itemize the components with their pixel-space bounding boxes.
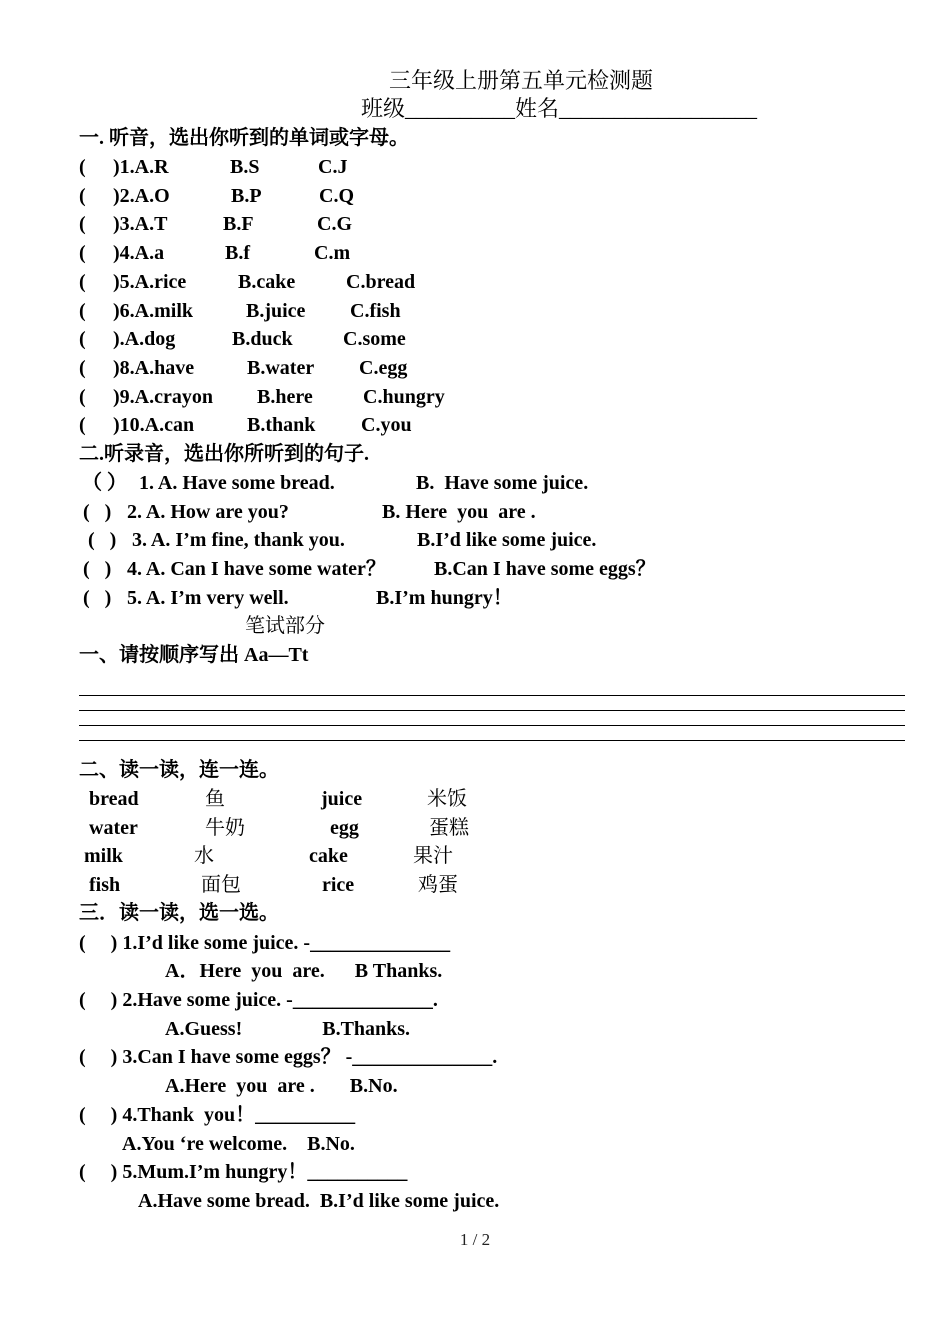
list-item: B.juice — [246, 300, 306, 322]
list-item: C.some — [343, 328, 406, 350]
list-item: ( — [79, 185, 86, 207]
list-item: ( — [79, 414, 86, 436]
list-item: C.bread — [346, 271, 416, 293]
match-chinese-word: 蛋糕 — [429, 817, 469, 839]
list-item: B.f — [225, 242, 250, 264]
match-chinese-word: 米饭 — [427, 788, 467, 810]
list-item: C.J — [318, 156, 348, 178]
question-line: ( ) 5.Mum.I’m hungry！__________ — [79, 1161, 408, 1183]
list-item: B. Here you are . — [382, 501, 536, 523]
page-title: 三年级上册第五单元检测题 — [389, 68, 654, 93]
list-item: ( — [79, 242, 86, 264]
match-english-word: egg — [330, 817, 359, 839]
match-chinese-word: 牛奶 — [205, 817, 245, 839]
list-item: ( — [79, 300, 86, 322]
question-line: ( ) 3.Can I have some eggs？ -______________. — [79, 1046, 498, 1068]
written-heading: 笔试部分 — [245, 615, 325, 637]
list-item: )3.A.T — [113, 213, 168, 235]
writing-line — [79, 710, 905, 711]
writing-line — [79, 740, 905, 741]
list-item: ( ) — [83, 501, 112, 523]
answer-options: A.Here you are . B.No. — [165, 1075, 398, 1097]
list-item: B.water — [247, 357, 315, 379]
answer-options: A.Have some bread. B.I’d like some juice. — [138, 1190, 500, 1212]
list-item: （ ） — [82, 472, 127, 494]
section-heading-listening-1: 一. 听音，选出你听到的单词或字母。 — [79, 127, 409, 149]
list-item: C.hungry — [363, 386, 445, 408]
list-item: )9.A.crayon — [113, 386, 213, 408]
list-item: )6.A.milk — [113, 300, 193, 322]
writing-line — [79, 725, 905, 726]
section-heading-listening-2: 二.听录音，选出你所听到的句子. — [79, 443, 369, 465]
match-english-word: juice — [321, 788, 363, 810]
list-item: )5.A.rice — [113, 271, 187, 293]
match-chinese-word: 面包 — [201, 874, 241, 896]
match-english-word: water — [89, 817, 138, 839]
list-item: ( — [79, 328, 86, 350]
list-item: ).A.dog — [113, 328, 176, 350]
list-item: C.you — [361, 414, 412, 436]
writing-line — [79, 695, 905, 696]
list-item: B.P — [231, 185, 262, 207]
list-item: )10.A.can — [113, 414, 195, 436]
list-item: ( — [79, 271, 86, 293]
list-item: )2.A.O — [113, 185, 170, 207]
page-number: 1 / 2 — [459, 1230, 491, 1249]
list-item: ( — [79, 386, 86, 408]
list-item: B. Have some juice. — [416, 472, 589, 494]
list-item: ( — [79, 357, 86, 379]
question-line: ( ) 4.Thank you！__________ — [79, 1104, 356, 1126]
list-item: ( — [79, 213, 86, 235]
answer-options: A．Here you are. B Thanks. — [165, 960, 443, 982]
list-item: C.fish — [350, 300, 401, 322]
list-item: B.F — [223, 213, 254, 235]
match-english-word: milk — [84, 845, 123, 867]
list-item: B.Can I have some eggs？ — [434, 558, 656, 580]
question-line: ( ) 2.Have some juice. -______________. — [79, 989, 438, 1011]
list-item: B.I’d like some juice. — [417, 529, 597, 551]
section-heading-written-3: 三．读一读，选一选。 — [79, 902, 279, 924]
list-item: B.I’m hungry！ — [376, 587, 513, 609]
match-english-word: rice — [322, 874, 355, 896]
list-item: C.m — [314, 242, 351, 264]
list-item: ( ) — [83, 558, 112, 580]
match-english-word: fish — [89, 874, 121, 896]
match-chinese-word: 鸡蛋 — [418, 874, 458, 896]
list-item: B.here — [257, 386, 313, 408]
answer-options: A.You ‘re welcome. B.No. — [122, 1133, 355, 1155]
match-chinese-word: 果汁 — [413, 845, 453, 867]
section-heading-written-1: 一、请按顺序写出 Aa—Tt — [79, 644, 309, 666]
list-item: 1. A. Have some bread. — [139, 472, 335, 494]
list-item: C.G — [317, 213, 352, 235]
list-item: 5. A. I’m very well. — [127, 587, 289, 609]
list-item: B.thank — [247, 414, 316, 436]
list-item: B.cake — [238, 271, 296, 293]
list-item: )8.A.have — [113, 357, 195, 379]
list-item: )4.A.a — [113, 242, 165, 264]
list-item: )1.A.R — [113, 156, 169, 178]
match-english-word: bread — [89, 788, 139, 810]
answer-options: A.Guess! B.Thanks. — [165, 1018, 411, 1040]
match-chinese-word: 水 — [194, 845, 214, 867]
list-item: B.S — [230, 156, 260, 178]
match-english-word: cake — [309, 845, 348, 867]
list-item: B.duck — [232, 328, 293, 350]
list-item: C.egg — [359, 357, 408, 379]
list-item: ( ) — [83, 587, 112, 609]
list-item: 2. A. How are you? — [127, 501, 289, 523]
question-line: ( ) 1.I’d like some juice. -______________ — [79, 932, 451, 954]
match-chinese-word: 鱼 — [205, 788, 225, 810]
section-heading-written-2: 二、读一读，连一连。 — [79, 759, 279, 781]
list-item: ( — [79, 156, 86, 178]
list-item: C.Q — [319, 185, 354, 207]
list-item: 3. A. I’m fine, thank you. — [132, 529, 345, 551]
class-name-line: 班级__________姓名__________________ — [361, 96, 758, 121]
list-item: 4. A. Can I have some water？ — [127, 558, 386, 580]
list-item: ( ) — [88, 529, 117, 551]
